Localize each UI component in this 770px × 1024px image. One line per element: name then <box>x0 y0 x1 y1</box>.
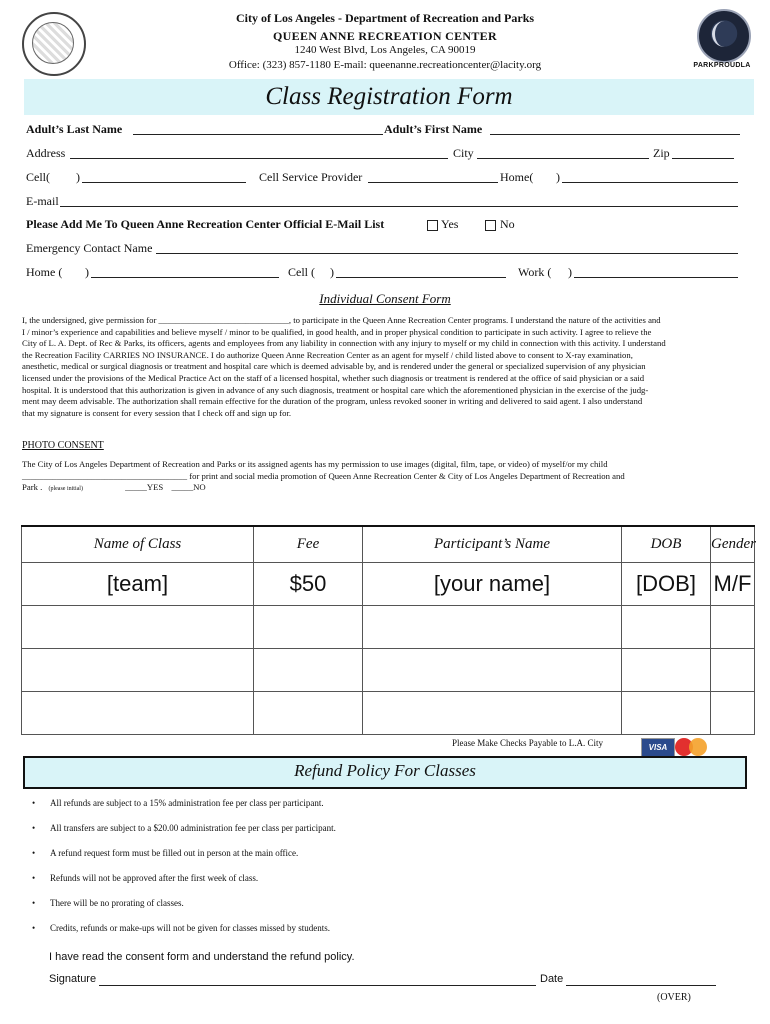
cell-dob[interactable] <box>622 606 711 649</box>
label-address: Address <box>26 146 66 160</box>
form-title: Class Registration Form <box>265 83 513 110</box>
ec-work-phone-field[interactable] <box>574 277 738 278</box>
bullet-icon: • <box>32 873 36 883</box>
list-item <box>32 848 298 858</box>
cell-gender[interactable] <box>711 692 755 735</box>
table-header-row <box>22 526 755 563</box>
label-cell: Cell( <box>26 170 50 184</box>
city-field[interactable] <box>477 158 649 159</box>
cell-gender[interactable]: M/F <box>711 563 755 606</box>
photo-initial-note: (please initial) <box>48 486 83 493</box>
address-field[interactable] <box>70 158 448 159</box>
table-row <box>22 606 755 649</box>
label-city: City <box>453 146 474 160</box>
list-item <box>32 898 184 908</box>
header-name-of-class: Name of Class <box>22 526 254 563</box>
refund-policy-text: Credits, refunds or make-ups will not be given for classes missed by students. <box>50 923 330 933</box>
list-item <box>32 798 324 808</box>
acknowledgement-text: I have read the consent form and understand the refund policy. <box>49 951 355 963</box>
photo-consent-heading: PHOTO CONSENT <box>22 440 104 451</box>
email-list-yes-checkbox[interactable] <box>427 218 438 236</box>
park-proud-logo-text: PARKPROUDLA <box>693 62 751 69</box>
list-item <box>32 823 336 833</box>
cell-class[interactable] <box>22 692 254 735</box>
label-home-close: ) <box>556 170 560 184</box>
cell-service-provider-field[interactable] <box>368 182 498 183</box>
photo-yes-initial[interactable]: _____YES <box>125 482 164 493</box>
label-home: Home( <box>500 170 534 184</box>
photo-no-initial[interactable]: _____NO <box>171 482 206 493</box>
consent-paragraph <box>22 315 752 419</box>
list-item <box>32 923 330 933</box>
header-address: 1240 West Blvd, Los Angeles, CA 90019 <box>294 44 476 56</box>
consent-line: I, the undersigned, give permission for ______________________________, to participate in the Queen Anne Recreation Center programs. I understand the nature of the activities and <box>22 315 661 325</box>
park-proud-logo <box>697 9 751 63</box>
label-ec-work-close: ) <box>568 265 572 279</box>
emergency-contact-field[interactable] <box>156 253 738 254</box>
cell-gender[interactable] <box>711 649 755 692</box>
cell-fee[interactable] <box>254 692 363 735</box>
header-center-name: QUEEN ANNE RECREATION CENTER <box>273 29 497 43</box>
label-ec-cell: Cell ( <box>288 265 315 279</box>
photo-consent-paragraph <box>22 459 752 496</box>
header-department: City of Los Angeles - Department of Recreation and Parks <box>235 11 535 25</box>
cell-dob[interactable]: [DOB] <box>622 563 711 606</box>
bullet-icon: • <box>32 848 36 858</box>
ec-cell-phone-field[interactable] <box>336 277 506 278</box>
consent-line: hospital. It is understood that this authorization is given in advance of any such diagnosis, treatment or hospital care which the aforementioned physician in the exercise of the judg- <box>22 384 649 395</box>
email-list-no-checkbox[interactable] <box>485 218 496 236</box>
label-cell-service-provider: Cell Service Provider <box>259 170 363 184</box>
over-note: (OVER) <box>657 992 691 1003</box>
label-date: Date <box>540 973 564 985</box>
label-adult-last-name: Adult’s Last Name <box>26 122 123 136</box>
zip-field[interactable] <box>672 158 734 159</box>
header-contact: Office: (323) 857-1180 E-mail: queenanne.recreationcenter@lacity.org <box>228 59 542 71</box>
refund-policy-text: All transfers are subject to a $20.00 administration fee per class per participant. <box>50 823 336 833</box>
signature-field[interactable] <box>99 985 536 986</box>
consent-line: ment may deem advisable. The authorization shall remain effective for the duration of the program, unless revoked sooner in writing and delivered to said agent. I also understand <box>22 396 643 407</box>
cell-class[interactable] <box>22 606 254 649</box>
refund-policy-text: All refunds are subject to a 15% administration fee per class per participant. <box>50 798 324 808</box>
bullet-icon: • <box>32 898 36 908</box>
bullet-icon: • <box>32 923 36 933</box>
payment-note: Please Make Checks Payable to L.A. City <box>452 738 603 748</box>
ec-home-phone-field[interactable] <box>91 277 279 278</box>
consent-line: that my signature is consent for every session that I check off and sign up for. <box>22 407 292 418</box>
label-email-list: Please Add Me To Queen Anne Recreation Center Official E-Mail List <box>26 217 385 231</box>
photo-consent-line: The City of Los Angeles Department of Recreation and Parks or its assigned agents has my permission to use images (digital, film, tape, or video) of myself/or my child <box>22 459 608 469</box>
cell-class[interactable] <box>22 649 254 692</box>
mastercard-icon <box>675 736 709 758</box>
cell-fee[interactable] <box>254 649 363 692</box>
label-ec-work: Work ( <box>518 265 552 279</box>
label-signature: Signature <box>49 973 97 985</box>
refund-policy-text: Refunds will not be approved after the first week of class. <box>50 873 259 883</box>
email-field[interactable] <box>60 206 738 207</box>
cell-fee[interactable]: $50 <box>254 563 363 606</box>
label-adult-first-name: Adult’s First Name <box>384 122 483 136</box>
header-dob: DOB <box>622 526 711 563</box>
label-ec-home: Home ( <box>26 265 63 279</box>
photo-park-label: Park . <box>22 482 43 493</box>
cell-dob[interactable] <box>622 692 711 735</box>
home-phone-field[interactable] <box>562 182 738 183</box>
consent-line: the Recreation Facility CARRIES NO INSURANCE. I do authorize Queen Anne Recreation Center as an agent for myself / child listed above to consent to X-ray examination, <box>22 349 633 360</box>
list-item <box>32 873 258 883</box>
cell-participant[interactable] <box>363 606 622 649</box>
table-row <box>22 563 755 606</box>
header-fee: Fee <box>254 526 363 563</box>
adult-first-name-field[interactable] <box>490 134 740 135</box>
photo-consent-line: ______________________________________ for print and social media promotion of Queen Anne Recreation Center & City of Los Angeles Department of Recreation and <box>22 470 625 481</box>
cell-fee[interactable] <box>254 606 363 649</box>
adult-last-name-field[interactable] <box>133 134 383 135</box>
table-row <box>22 692 755 735</box>
label-email: E-mail <box>26 194 59 208</box>
header-gender: Gender <box>711 526 755 563</box>
photo-consent-line <box>22 482 752 496</box>
bullet-icon: • <box>32 823 36 833</box>
bullet-icon: • <box>32 798 36 808</box>
cell-participant[interactable] <box>363 649 622 692</box>
label-cell-close: ) <box>76 170 80 184</box>
label-yes: Yes <box>441 217 459 231</box>
cell-participant[interactable]: [your name] <box>363 563 622 606</box>
label-zip: Zip <box>653 146 670 160</box>
cell-gender[interactable] <box>711 606 755 649</box>
consent-line: I / minor’s experience and capabilities and believe myself / minor to be qualified, in good health, and in proper physical condition to participate in such activity. I agree to relieve the <box>22 326 652 337</box>
consent-line: licensed under the provisions of the Medical Practice Act on the staff of a licensed hospital, whether such diagnosis or treatment is rendered at the office of said physician or a said <box>22 372 645 383</box>
cell-field[interactable] <box>82 182 246 183</box>
date-field[interactable] <box>566 985 716 986</box>
refund-policy-text: A refund request form must be filled out in person at the main office. <box>50 848 299 858</box>
consent-title: Individual Consent Form <box>319 291 451 306</box>
visa-card-icon: VISA <box>641 738 675 758</box>
refund-policy-text: There will be no prorating of classes. <box>50 898 184 908</box>
refund-title: Refund Policy For Classes <box>294 761 476 780</box>
label-emergency-contact: Emergency Contact Name <box>26 241 153 255</box>
label-ec-cell-close: ) <box>330 265 334 279</box>
cell-participant[interactable] <box>363 692 622 735</box>
cell-class[interactable]: [team] <box>22 563 254 606</box>
consent-line: anesthetic, medical or surgical diagnosis or treatment and hospital care which is deemed advisable by, and is rendered under the general or specialized supervision of any physician <box>22 361 646 372</box>
table-row <box>22 649 755 692</box>
label-no: No <box>500 217 515 231</box>
class-table <box>21 525 755 735</box>
header-participant-name: Participant’s Name <box>363 526 622 563</box>
label-ec-home-close: ) <box>85 265 89 279</box>
cell-dob[interactable] <box>622 649 711 692</box>
consent-line: City of L. A. Dept. of Rec & Parks, its officers, agents and employees from any liability in connection with any injury to myself or my child in connection with this activity. I understand <box>22 338 666 349</box>
